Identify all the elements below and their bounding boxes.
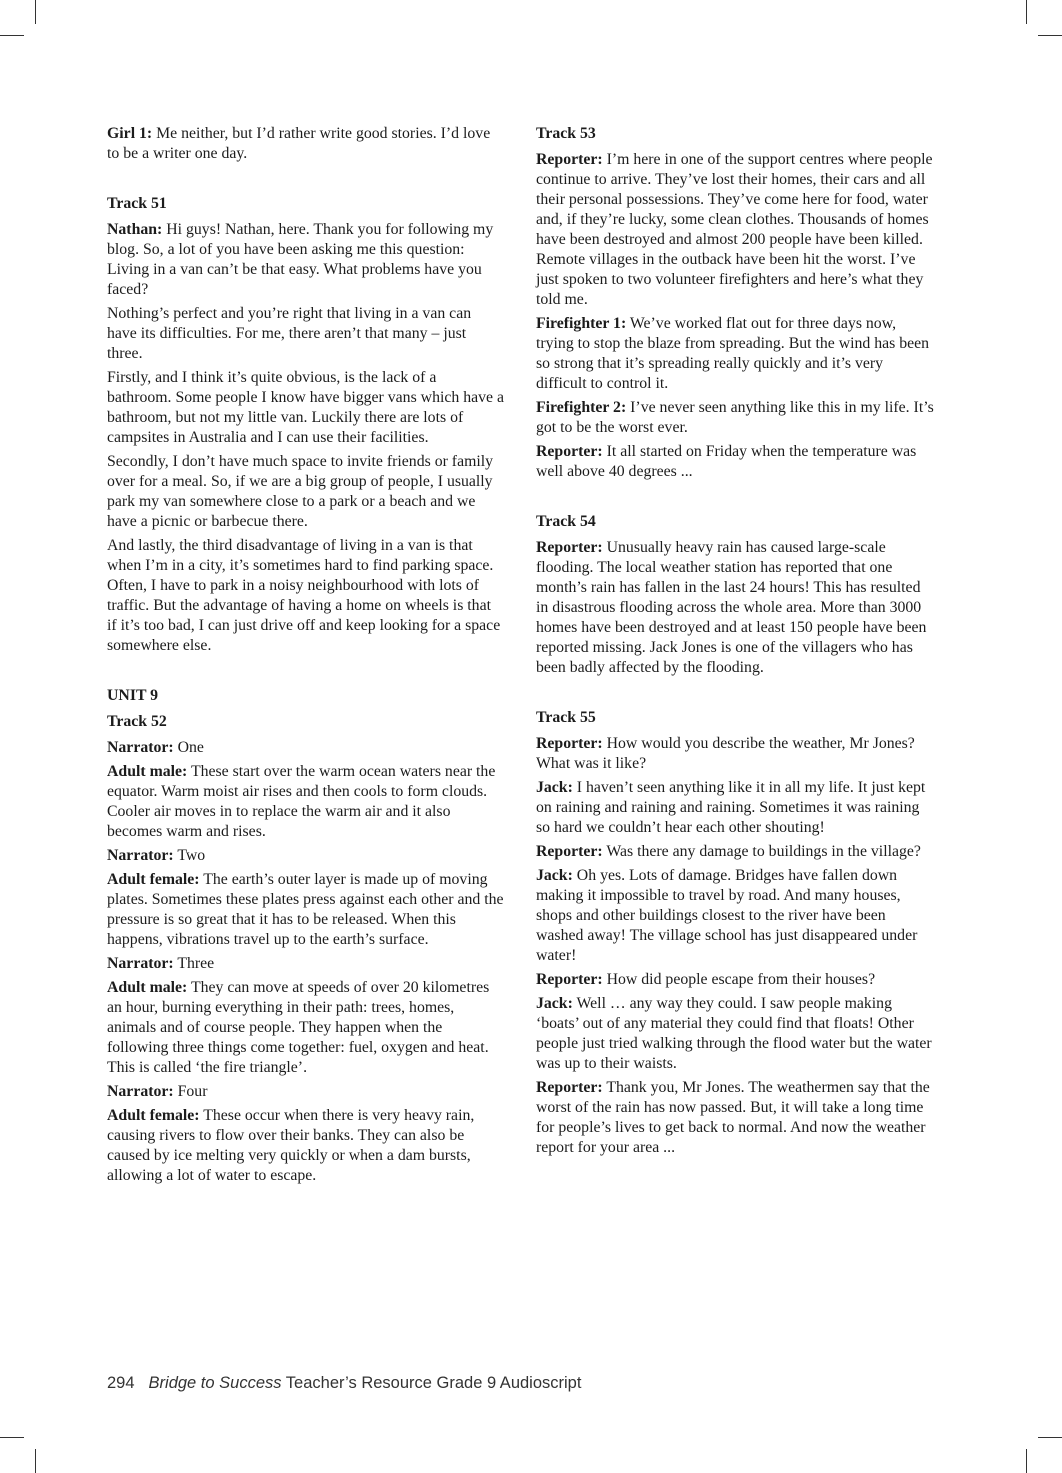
line-text: I’m here in one of the support centres where people continue to arrive. They’ve lost their homes, their cars and all their personal possessions. They’ve come here for food, water and, if they’re lucky, some clean clothes. Thousands of homes have been destroyed and almost 200 people have been killed. Remote villages in the outback have been hit the worst. I’ve just spoken to two volunteer firefighters and here’s what they told me.	[536, 151, 933, 308]
page-footer	[107, 1374, 581, 1393]
dialogue-line	[536, 778, 936, 838]
page-number: 294	[107, 1374, 135, 1392]
line-text: They can move at speeds of over 20 kilometres an hour, burning everything in their path: trees, homes, animals and of course people. They happen when the following three things come together: fuel, oxygen and heat. This is called ‘the fire triangle’.	[107, 979, 490, 1076]
line-text: One	[173, 739, 204, 756]
line-text: The earth’s outer layer is made up of moving plates. Sometimes these plates press against each other and the pressure is so great that it has to be released. When this happens, vibrations travel up to the earth’s surface.	[107, 871, 504, 948]
paragraph	[107, 304, 504, 364]
dialogue-line	[536, 866, 936, 966]
speaker-label: Adult female:	[107, 871, 200, 888]
line-text: Hi guys! Nathan, here. Thank you for following my blog. So, a lot of you have been asking me this question: Living in a van can’t be that easy. What problems have you faced?	[107, 221, 494, 298]
line-text: Me neither, but I’d rather write good stories. I’d love to be a writer one day.	[107, 125, 491, 162]
speaker-label: Narrator:	[107, 955, 174, 972]
dialogue-line	[107, 738, 504, 758]
line-text: How would you describe the weather, Mr Jones? What was it like?	[536, 735, 915, 772]
speaker-label: Reporter:	[536, 151, 603, 168]
speaker-label: Reporter:	[536, 1079, 603, 1096]
section-gap	[536, 486, 936, 512]
line-text: Oh yes. Lots of damage. Bridges have fallen down making it impossible to travel by road. And many houses, shops and other buildings closest to the river have been washed away! The village school has just disappeared under water!	[536, 867, 918, 964]
dialogue-line	[107, 220, 504, 300]
section-heading: Track 55	[536, 709, 596, 726]
book-subtitle: Teacher’s Resource Grade 9 Audioscript	[281, 1374, 582, 1392]
line-text: Four	[173, 1083, 208, 1100]
line-text: It all started on Friday when the temperature was well above 40 degrees ...	[536, 443, 917, 480]
dialogue-line	[107, 1082, 504, 1102]
speaker-label: Narrator:	[107, 739, 174, 756]
dialogue-line	[107, 124, 504, 164]
section-gap	[107, 168, 504, 194]
line-text: Three	[173, 955, 215, 972]
line-text: Secondly, I don’t have much space to invite friends or family over for a meal. So, if we are a big group of people, I usually park my van somewhere close to a park or a beach and we have a picnic or barbecue there.	[107, 453, 494, 530]
right-column	[536, 124, 936, 1162]
crop-mark-bottom-right-v	[1026, 1449, 1027, 1473]
speaker-label: Jack:	[536, 779, 573, 796]
crop-mark-bottom-left-v	[35, 1449, 36, 1473]
line-text: These occur when there is very heavy rain, causing rivers to flow over their banks. They can also be caused by ice melting very quickly or when a dam bursts, allowing a lot of water to escape.	[107, 1107, 475, 1184]
paragraph	[107, 536, 504, 656]
section-heading: Track 53	[536, 125, 596, 142]
dialogue-line	[536, 970, 936, 990]
crop-mark-top-left-h	[0, 35, 24, 36]
paragraph	[107, 452, 504, 532]
dialogue-line	[536, 398, 936, 438]
section-heading: Track 54	[536, 513, 596, 530]
line-text: How did people escape from their houses?	[602, 971, 876, 988]
section-heading: Track 51	[107, 195, 167, 212]
dialogue-line	[107, 978, 504, 1078]
speaker-label: Reporter:	[536, 971, 603, 988]
crop-mark-top-right-h	[1038, 35, 1062, 36]
line-text: Firstly, and I think it’s quite obvious, is the lack of a bathroom. Some people I know have bigger vans which have a bathroom, but not my little van. Luckily there are lots of campsites in Australia and I can use their facilities.	[107, 369, 505, 446]
dialogue-line	[107, 762, 504, 842]
speaker-label: Reporter:	[536, 735, 603, 752]
dialogue-line	[536, 538, 936, 678]
speaker-label: Jack:	[536, 995, 573, 1012]
section-heading: Track 52	[107, 713, 167, 730]
crop-mark-bottom-right-h	[1038, 1437, 1062, 1438]
speaker-label: Narrator:	[107, 847, 174, 864]
crop-mark-top-right-v	[1026, 0, 1027, 24]
dialogue-line	[107, 846, 504, 866]
line-text: Was there any damage to buildings in the village?	[602, 843, 921, 860]
line-text: Well … any way they could. I saw people making ‘boats’ out of any material they could find that floats! Other people just tried walking through the flood water but the water was up to their waists.	[536, 995, 932, 1072]
speaker-label: Adult male:	[107, 763, 188, 780]
crop-mark-top-left-v	[35, 0, 36, 24]
line-text: Unusually heavy rain has caused large-scale flooding. The local weather station has reported that one month’s rain has fallen in the last 24 hours! This has resulted in disastrous flooding across the whole area. More than 3000 homes have been destroyed and at least 150 people have been reported missing. Jack Jones is one of the villagers who has been badly affected by the flooding.	[536, 539, 927, 676]
section-heading: UNIT 9	[107, 687, 159, 704]
speaker-label: Adult male:	[107, 979, 188, 996]
speaker-label: Firefighter 2:	[536, 399, 627, 416]
dialogue-line	[107, 954, 504, 974]
dialogue-line	[536, 314, 936, 394]
speaker-label: Firefighter 1:	[536, 315, 627, 332]
line-text: These start over the warm ocean waters near the equator. Warm moist air rises and then cools to form clouds. Cooler air moves in to replace the warm air and it also becomes warm and rises.	[107, 763, 496, 840]
line-text: We’ve worked flat out for three days now, trying to stop the blaze from spreading. But the wind has been so strong that it’s spreading really quickly and it’s very difficult to control it.	[536, 315, 930, 392]
speaker-label: Reporter:	[536, 443, 603, 460]
line-text: Thank you, Mr Jones. The weathermen say that the worst of the rain has now passed. But, it will take a long time for people’s lives to get back to normal. And now the weather report for your area ...	[536, 1079, 930, 1156]
line-text: Two	[173, 847, 206, 864]
dialogue-line	[536, 442, 936, 482]
dialogue-line	[536, 842, 936, 862]
book-title: Bridge to Success	[148, 1374, 282, 1392]
section-gap	[536, 682, 936, 708]
dialogue-line	[536, 1078, 936, 1158]
speaker-label: Nathan:	[107, 221, 163, 238]
speaker-label: Reporter:	[536, 539, 603, 556]
speaker-label: Reporter:	[536, 843, 603, 860]
speaker-label: Narrator:	[107, 1083, 174, 1100]
left-column	[107, 124, 504, 1190]
speaker-label: Jack:	[536, 867, 573, 884]
section-gap	[107, 660, 504, 686]
crop-mark-bottom-left-h	[0, 1437, 24, 1438]
speaker-label: Girl 1:	[107, 125, 153, 142]
dialogue-line	[536, 994, 936, 1074]
line-text: And lastly, the third disadvantage of living in a van is that when I’m in a city, it’s sometimes hard to find parking space. Often, I have to park in a noisy neighbourhood with lots of traffic. But the advantage of having a home on wheels is that if it’s too bad, I can just drive off and keep looking for a space somewhere else.	[107, 537, 501, 654]
dialogue-line	[536, 734, 936, 774]
paragraph	[107, 368, 504, 448]
dialogue-line	[536, 150, 936, 310]
speaker-label: Adult female:	[107, 1107, 200, 1124]
dialogue-line	[107, 1106, 504, 1186]
line-text: I’ve never seen anything like this in my life. It’s got to be the worst ever.	[536, 399, 934, 436]
line-text: I haven’t seen anything like it in all my life. It just kept on raining and raining and raining. Sometimes it was raining so hard we couldn’t hear each other shouting!	[536, 779, 926, 836]
line-text: Nothing’s perfect and you’re right that living in a van can have its difficulties. For me, there aren’t that many – just three.	[107, 305, 472, 362]
dialogue-line	[107, 870, 504, 950]
